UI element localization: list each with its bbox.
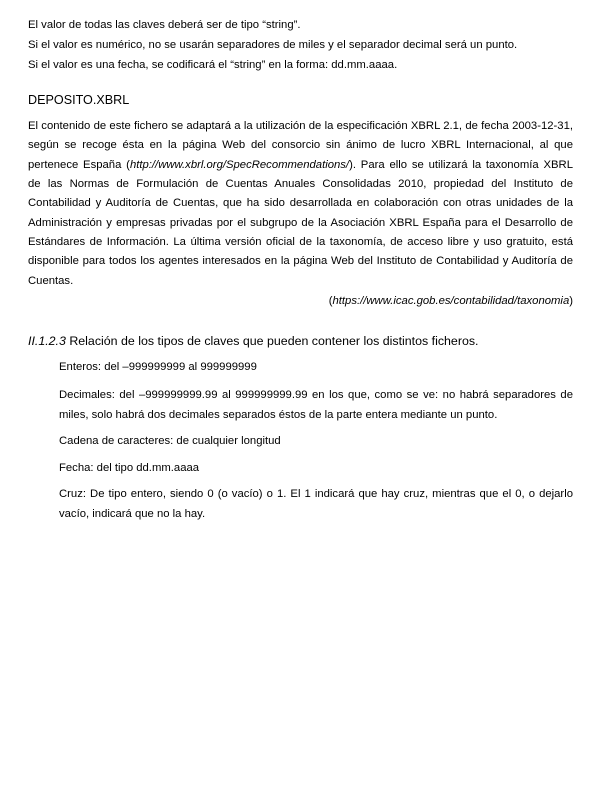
type-decimales: Decimales: del –999999999.99 al 999999999.99 en los que, como se ve: no habrá separadores de miles, solo habrá dos decimales separados éstos de la parte entera mediante un punto.: [59, 389, 573, 421]
deposito-paragraph-text-1: El contenido de este fichero se adaptará a la utilización de la especificación XBRL 2.1, de fecha 2003-12-31, según se recoge ésta en la página Web del consorcio sin ánimo de lucro XBRL Internacional, al que pertenece España (: [28, 120, 573, 171]
section-number: II.1.2.3: [28, 334, 66, 348]
taxonomy-source: [329, 294, 573, 308]
type-cruz: Cruz: De tipo entero, siendo 0 (o vacío) o 1. El 1 indicará que hay cruz, mientras que el 0, o dejarlo vacío, indicará que no la hay.: [59, 488, 573, 520]
type-cadena: Cadena de caracteres: de cualquier longitud: [59, 435, 281, 447]
section-title: Relación de los tipos de claves que pueden contener los distintos ficheros.: [65, 334, 479, 348]
deposito-paragraph: [28, 117, 573, 291]
xbrl-spec-url: http://www.xbrl.org/SpecRecommendations/: [129, 158, 350, 171]
type-enteros: Enteros: del –999999999 al 999999999: [59, 361, 257, 373]
deposito-heading: DEPOSITO.XBRL: [28, 93, 130, 107]
intro-line-2: Si el valor es numérico, no se usarán separadores de miles y el separador decimal será un punto.: [28, 39, 518, 51]
section-heading: [28, 333, 478, 349]
source-open-paren: (: [328, 295, 333, 307]
source-close-paren: ): [569, 295, 573, 307]
icac-taxonomy-url: https://www.icac.gob.es/contabilidad/taxonomia: [332, 295, 570, 307]
deposito-paragraph-text-2: ). Para ello se utilizará la taxonomía XBRL de las Normas de Formulación de Cuentas Anuales Consolidadas 2010, propiedad del Instituto de Contabilidad y Auditoría de Cuentas, que ha sido desarrollada en colaboración con otras unidades de la Administración y empresas privadas por el subgrupo de la Asociación XBRL España para el Desarrollo de Estándares de Información. La última versión oficial de la taxonomía, de acceso libre y uso gratuito, está disponible para todos los agentes interesados en la página Web del Instituto de Contabilidad y Auditoría de Cuentas.: [28, 158, 573, 287]
intro-line-3: Si el valor es una fecha, se codificará el “string” en la forma: dd.mm.aaaa.: [28, 59, 398, 71]
intro-line-1: El valor de todas las claves deberá ser de tipo “string”.: [28, 19, 301, 31]
type-fecha: Fecha: del tipo dd.mm.aaaa: [59, 462, 200, 474]
